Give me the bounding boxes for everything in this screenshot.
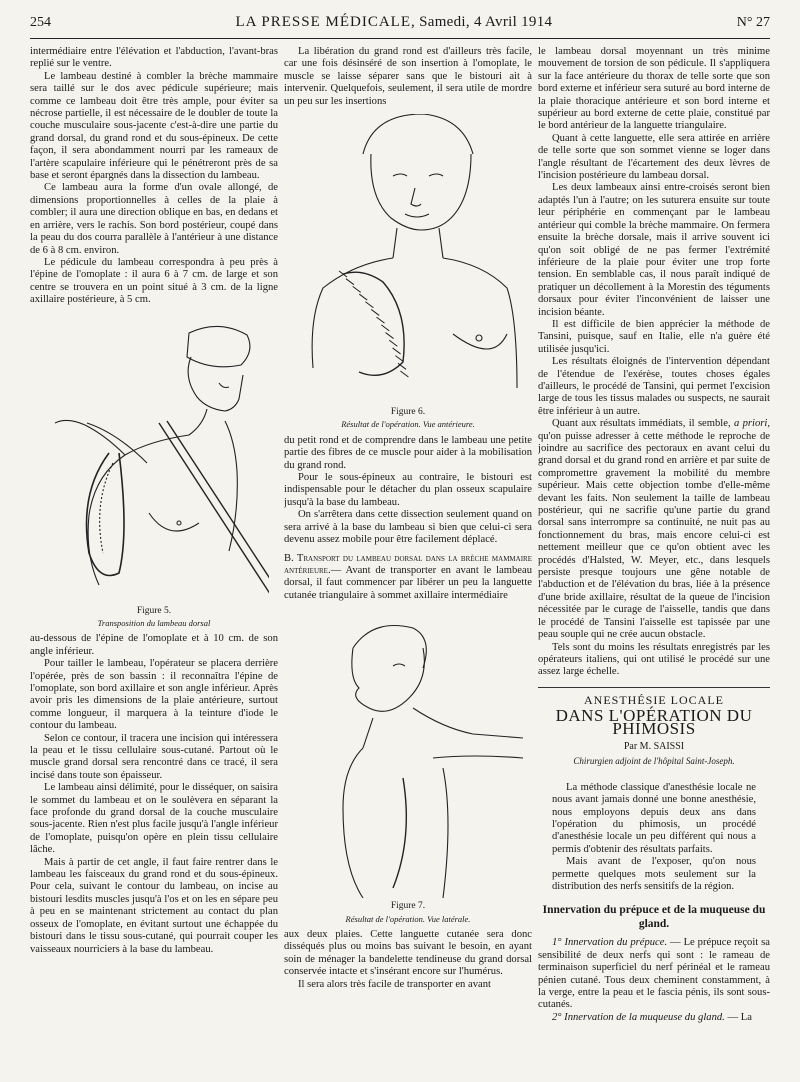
article-title: DANS L'OPÉRATION DU PHIMOSIS <box>555 706 753 738</box>
column-3 <box>538 46 770 1070</box>
figure-6-illustration <box>293 114 523 404</box>
paragraph: Ce lambeau aura la forme d'un ovale allongé, de dimensions proportionnelles à celles de la plaie à combler; il aura une direction oblique en bas, en dedans et en arrière, vers le rachis. Son bord postérieur, coupé dans la peau du dos courra parallèle à l'antérieur à une distance de 6 à 8 cm. environ. <box>30 182 278 256</box>
figure-7-illustration <box>293 608 523 898</box>
section-b <box>284 553 532 603</box>
paragraph <box>538 937 770 1011</box>
figure-caption: Figure 7. <box>390 901 426 912</box>
figure-5 <box>30 313 278 630</box>
figure-subcaption: Résultat de l'opération. Vue antérieure. <box>341 419 475 430</box>
paragraph: aux deux plaies. Cette languette cutanée sera donc disséqués plus ou moins bas suivant le besoin, en ayant soin de ménager la bandelette tendineuse du grand dorsal conservée intacte et s'insérant encore sur l'humérus. <box>284 928 532 978</box>
text-run: Quant aux résultats immédiats, il semble, <box>552 418 734 430</box>
paragraph: Selon ce contour, il tracera une incision qui intéressera la peau et le tissu cellulaire sous-cutané. Partout où le muscle grand dorsal sera rencontré dans ce tracé, il sera incisé dans toute son épaisseur. <box>30 732 278 781</box>
figure-caption: Figure 5. <box>136 605 172 616</box>
figure-6 <box>284 114 532 431</box>
paragraph: le lambeau dorsal moyennant un très minime mouvement de torsion de son pédicule. Il s'appliquera sur la face antérieure du thorax de telle sorte que son bord externe et inférieur sera suturé au bord interne de la plaie thoracique antérieure et son bord interne et supérieur au bord externe de cette plaie, constitué par le bord antérieur de la languette triangulaire. <box>538 46 770 132</box>
italic-run: 1° Innervation du prépuce. <box>552 937 668 949</box>
article-divider <box>538 687 770 688</box>
italic-run: 2° Innervation de la muqueuse du gland. <box>552 1011 725 1023</box>
paragraph: Les deux lambeaux ainsi entre-croisés seront bien adaptés l'un à l'autre; on les suturera ensuite sur toute leur périphérie en commençant par le lambeau antérieur qui comble la brèche mammaire. On fermera ensuite la brèche dorsale, mais il arrive souvent ici qu'on soit obligé de ne pas fermer l'extrémité inférieure de la plaie pour éviter une trop forte tension. En semblable cas, il nous paraît indiqué de pratiquer un décollement à la Morestin des téguments dorsaux pour éviter l'inconvénient de laisser une incision béante. <box>538 182 770 318</box>
text-run: , qu'on puisse adresser à cette méthode le reproche de joindre au sacrifice des pectoraux en avant celui du grand dorsal et du grand rond en arrière et par suite de compromettre gravement la mobilité du membre supérieur. Mais cette objection tombe d'elle-même devant les faits. Non seulement la taille de lambeau postérieur, qui ne sacrifie qu'une partie du grand dorsal sans interrompre sa continuité, ne nuit pas au fonctionnement du bras, mais encore celui-ci est nettement meilleur que ce qu'on obtient avec les procédés d'Halsted, W. Meyer, etc., dans lesquels persiste presque toujours une gêne notable de l'abduction et de l'élévation du bras, liée à la présence d'une bride axillaire, résultat de la queue de l'incision nécessitée par le curage de l'aisselle, tandis que dans le procédé de Tansini l'aisselle est tapissée par une peau souple qui ne crée aucun obstacle. <box>538 418 770 641</box>
paragraph: Pour tailler le lambeau, l'opérateur se placera derrière l'opérée, près de son bassin : il reconnaîtra l'épine de l'omoplate, son bord axillaire et son angle inférieur. Après avoir pris les dimensions de la plaie antérieure, surtout comme longueur, il marquera à la teinture d'iode le contour du lambeau. <box>30 658 278 732</box>
header-rule <box>30 38 770 39</box>
figure-7 <box>284 608 532 925</box>
column-1 <box>30 46 278 1070</box>
figure-5-illustration <box>39 313 269 603</box>
text-run: — Le prépuce reçoit sa sensibilité de deux nerfs qui sont : le rameau de terminaison superficiel du nerf périnéal et le rameau pénien cutané. Tous deux cheminent constamment, à la verge, entre la peau et le fascia pénis, ils sont sous-cutanés. <box>538 937 770 1011</box>
author-affiliation: Chirurgien adjoint de l'hôpital Saint-Joseph. <box>573 756 735 767</box>
paragraph: Il est difficile de bien apprécier la méthode de Tansini, puisque, sauf en Italie, elle n'a guère été utilisée jusqu'ici. <box>538 318 770 355</box>
page-number: 254 <box>30 15 51 30</box>
text-run: — La <box>724 1011 752 1023</box>
section-subheading: Innervation du prépuce et de la muqueuse du gland. <box>542 904 766 931</box>
paragraph: Mais à partir de cet angle, il faut faire rentrer dans le lambeau les faisceaux du grand rond et du sous-épineux. Pour cela, suivant le contour du lambeau, on incise au bistouri lesdits muscles jusqu'à l'os et on les en sépare peu à peu en se maintenant strictement au contact du plan osseux de l'omoplate, en évitant surtout une échappée du bistouri dans le tissu sous-cutané, qui pourrait couper les vaisseaux nourriciers à la base du lambeau. <box>30 856 278 955</box>
paragraph: Le lambeau destiné à combler la brèche mammaire sera taillé sur le dos avec pédicule supérieure; mais comme ce lambeau doit être très ample, pour éviter sa nécrose partielle, il est nécessaire de le doubler de toute la couche musculaire sous-jacente c'est-à-dire une partie du grand dorsal, du grand rond et du sous-épineux. De cette façon, il sera abondamment nourri par les rameaux de l'artère scapulaire inférieure qui le pénétreront près de sa base et seront épargnés dans la dissection du lambeau. <box>30 70 278 182</box>
issue-date: Samedi, 4 Avril 1914 <box>419 14 553 30</box>
paragraph: La libération du grand rond est d'ailleurs très facile, car une fois désinséré de son insertion à l'omoplate, le muscle se laisse séparer sans que le bistouri ait à intervenir. Quelquefois, seulement, il sera utile de mordre un peu sur les insertions <box>284 46 532 107</box>
article-intro <box>538 782 770 894</box>
paragraph: Tels sont du moins les résultats enregistrés par les opérateurs italiens, qui ont utilisé le procédé sur une assez large échelle. <box>538 641 770 678</box>
paragraph: Pour le sous-épineux au contraire, le bistouri est indispensable pour le détacher du plan osseux scapulaire jusqu'à la base du lambeau. <box>284 472 532 508</box>
paragraph: Quant à cette languette, elle sera attirée en arrière de telle sorte que son sommet vienne se loger dans l'angle résultant de l'écartement des deux lèvres de l'incision postérieure du lambeau dorsal. <box>538 132 770 182</box>
page-header <box>30 14 770 36</box>
paragraph: On s'arrêtera dans cette dissection seulement quand on sera arrivé à la base du lambeau si bien que celui-ci sera devenu assez mobile pour être facilement déplacé. <box>284 509 532 546</box>
paragraph <box>538 418 770 641</box>
article-byline: Par M. SAISSI <box>623 740 685 752</box>
figure-subcaption: Transposition du lambeau dorsal <box>97 617 211 628</box>
paragraph: Les résultats éloignés de l'intervention dépendant de l'étendue de l'exérèse, toutes choses égales d'ailleurs, le procédé de Tansini, qui permet l'excision large de tous les tissus malades ou suspects, ne saurait être inférieur à un autre. <box>538 356 770 417</box>
paragraph <box>538 1012 770 1024</box>
paragraph: Le lambeau ainsi délimité, pour le disséquer, on saisira le sommet du lambeau et on le soulèvera en séparant la face profonde du grand dorsal de la couche musculaire sous-jacente. Rien n'est plus facile jusqu'à l'angle inférieur de l'omoplate, puisqu'on opère en plein tissu cellulaire lâche. <box>30 782 278 856</box>
paragraph: La méthode classique d'anesthésie locale ne nous avant jamais donné une bonne anesthésie, nous employons depuis deux ans dans l'opération du phimosis, un procédé d'anesthésie locale un peu différent qui nous a permis d'obtenir des résultats parfaits. <box>552 781 756 855</box>
italic-run: a priori <box>733 418 768 430</box>
masthead: LA PRESSE MÉDICALE, Samedi, 4 Avril 1914 <box>235 14 553 30</box>
figure-caption: Figure 6. <box>390 407 426 418</box>
section-b-text: — Avant de transporter en avant le lambeau dorsal, il faut commencer par libérer un peu la languette cutanée triangulaire à sommet axillaire intermédiaire <box>284 564 532 601</box>
paragraph: au-dessous de l'épine de l'omoplate et à 10 cm. de son angle inférieur. <box>30 633 278 657</box>
publication-name: LA PRESSE MÉDICALE <box>235 14 411 30</box>
issue-number: N° 27 <box>736 15 770 30</box>
column-2 <box>284 46 532 1070</box>
paragraph: du petit rond et de comprendre dans le lambeau une petite partie des fibres de ce muscle pour aider à la mobilisation du grand rond. <box>284 434 532 471</box>
paragraph: Le pédicule du lambeau correspondra à peu près à l'épine de l'omoplate : il aura 6 à 7 cm. de large et son centre se trouvera en un point situé à 3 cm. de la ligne axillaire postérieure, à 5 cm. <box>30 256 278 306</box>
paragraph: Il sera alors très facile de transporter en avant <box>298 978 491 990</box>
figure-subcaption: Résultat de l'opération. Vue latérale. <box>345 913 471 924</box>
section-b-heading: B. Transport du lambeau dorsal dans la brèche mammaire antérieure. <box>284 552 532 576</box>
article-kicker: ANESTHÉSIE LOCALE <box>584 692 724 707</box>
paragraph: intermédiaire entre l'élévation et l'abduction, l'avant-bras replié sur le ventre. <box>30 46 278 70</box>
paragraph: Mais avant de l'exposer, qu'on nous permette quelques mots seulement sur la distribution des nerfs sensitifs de la région. <box>552 856 756 892</box>
